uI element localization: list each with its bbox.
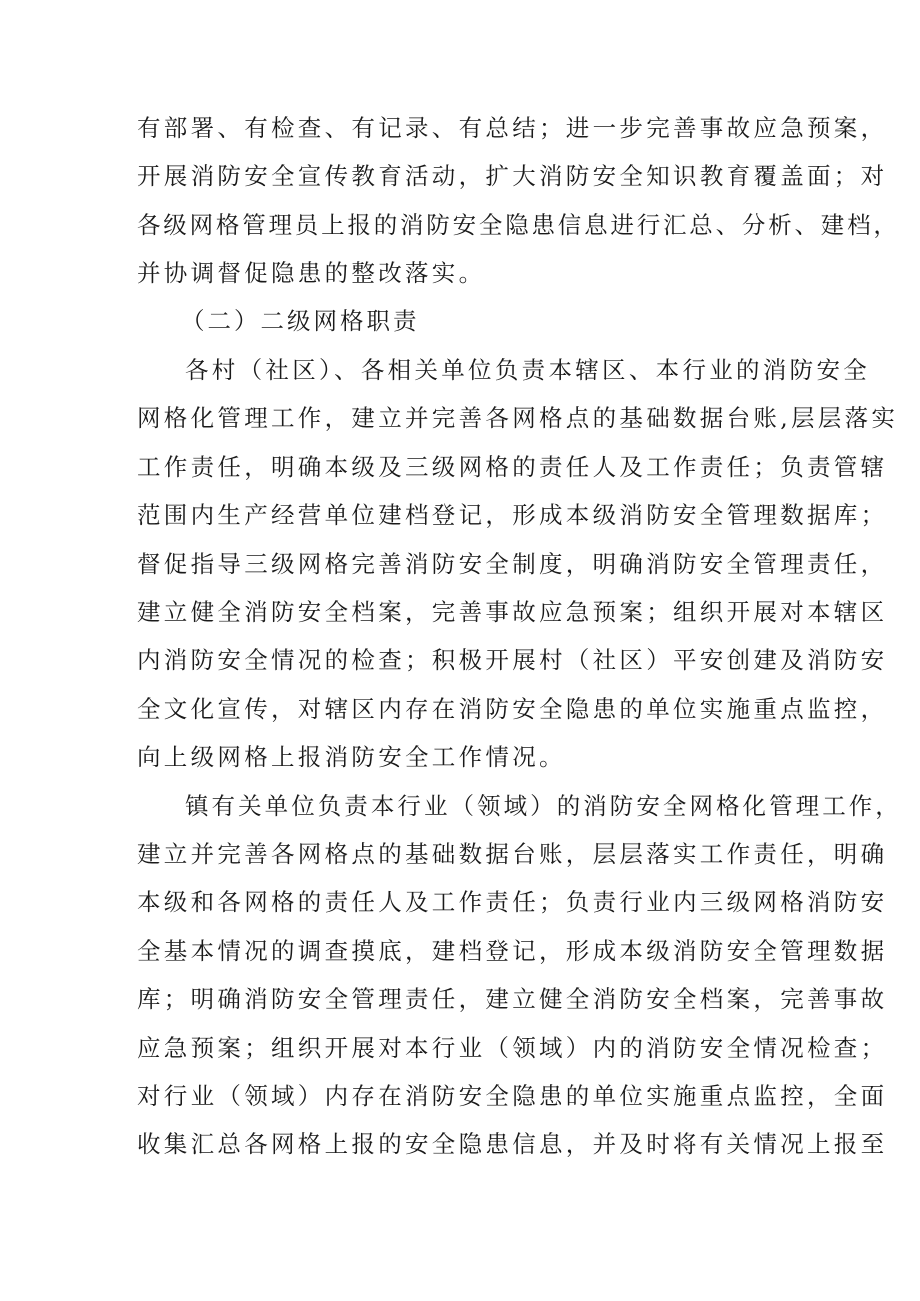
text-line: 各级网格管理员上报的消防安全隐患信息进行汇总、分析、建档， [137, 211, 900, 239]
text-line: 全文化宣传，对辖区内存在消防安全隐患的单位实施重点监控， [137, 695, 888, 723]
text-line: 工作责任，明确本级及三级网格的责任人及工作责任；负责管辖 [137, 453, 888, 481]
text-line: 收集汇总各网格上报的安全隐患信息，并及时将有关情况上报至 [137, 1130, 888, 1158]
text-line: 网格化管理工作，建立并完善各网格点的基础数据台账,层层落实 [137, 404, 899, 432]
text-line: 向上级网格上报消防安全工作情况。 [137, 743, 566, 771]
text-line: 开展消防安全宣传教育活动，扩大消防安全知识教育覆盖面；对 [137, 162, 888, 190]
text-line: 督促指导三级网格完善消防安全制度，明确消防安全管理责任， [137, 550, 888, 578]
text-line: 内消防安全情况的检查；积极开展村（社区）平安创建及消防安 [137, 646, 888, 674]
text-line: 库；明确消防安全管理责任，建立健全消防安全档案，完善事故 [137, 985, 888, 1013]
text-line: 对行业（领域）内存在消防安全隐患的单位实施重点监控，全面 [137, 1082, 888, 1110]
text-line: 建立健全消防安全档案，完善事故应急预案；组织开展对本辖区 [137, 598, 888, 626]
section-heading: （二）二级网格职责 [181, 307, 420, 335]
paragraph-first-line: 镇有关单位负责本行业（领域）的消防安全网格化管理工作， [185, 792, 902, 820]
text-line: 建立并完善各网格点的基础数据台账，层层落实工作责任，明确 [137, 840, 888, 868]
text-line: 应急预案；组织开展对本行业（领域）内的消防安全情况检查； [137, 1034, 888, 1062]
paragraph-first-line: 各村（社区）、各相关单位负责本辖区、本行业的消防安全 [185, 356, 871, 384]
text-line: 范围内生产经营单位建档登记，形成本级消防安全管理数据库； [137, 501, 888, 529]
text-line: 本级和各网格的责任人及工作责任；负责行业内三级网格消防安 [137, 888, 888, 916]
text-line: 全基本情况的调查摸底，建档登记，形成本级消防安全管理数据 [137, 937, 888, 965]
text-line: 有部署、有检查、有记录、有总结；进一步完善事故应急预案， [137, 114, 888, 142]
text-line: 并协调督促隐患的整改落实。 [137, 259, 486, 287]
